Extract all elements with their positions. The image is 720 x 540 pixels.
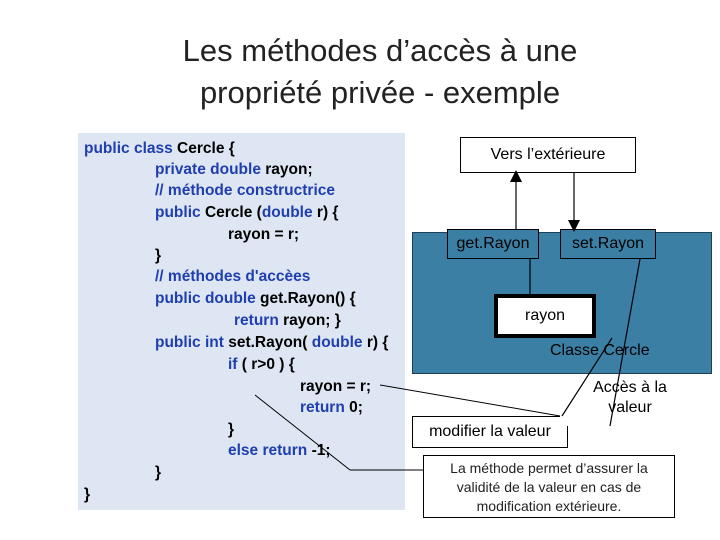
rayon-attribute-box: rayon [494, 294, 596, 338]
code-text: get.Rayon() { [255, 290, 356, 307]
access-label-line-1: Accès à la [593, 379, 667, 396]
get-rayon-box: get.Rayon [447, 229, 539, 259]
code-line-17: } [84, 486, 91, 503]
code-text: 0; [344, 399, 363, 416]
code-text: Cercle { [172, 140, 235, 157]
class-name-label: Classe Cercle [550, 342, 650, 359]
code-line-16: } [155, 464, 162, 481]
code-keyword: public [155, 204, 201, 221]
access-to-rayon-line [610, 259, 640, 426]
code-keyword: return [234, 312, 279, 329]
code-keyword: public double [155, 290, 256, 307]
code-keyword: double [261, 204, 313, 221]
code-keyword: public class [84, 140, 173, 157]
code-keyword: if [228, 356, 238, 373]
note-line-3: modification extérieure. [476, 498, 622, 514]
code-text: ( r>0 ) { [237, 356, 295, 373]
code-text: r) { [312, 204, 339, 221]
code-text: r) { [362, 334, 389, 351]
code-line-5: rayon = r; [228, 226, 300, 243]
note-line-2: validité de la valeur en cas de [456, 479, 642, 495]
code-text: Cercle ( [200, 204, 262, 221]
code-keyword: public int [155, 334, 224, 351]
modify-value-box: modifier la valeur [412, 416, 568, 448]
code-line-12: rayon = r; [300, 378, 372, 395]
code-line-3-comment: // méthode constructrice [155, 182, 336, 199]
exterior-box: Vers l’extérieure [460, 137, 636, 173]
code-line-6: } [155, 247, 162, 264]
note-line-1: La méthode permet d’assurer la [450, 460, 648, 476]
code-line-14: } [228, 421, 235, 438]
code-keyword: return [300, 399, 345, 416]
code-line-7-comment: // méthodes d'accèes [155, 268, 311, 285]
code-keyword: double [311, 334, 363, 351]
modify-to-rayon-line [562, 338, 612, 416]
code-text: -1; [307, 442, 331, 459]
note-pointer-line [255, 395, 350, 470]
code-text: rayon; [260, 161, 313, 178]
code-keyword: private double [155, 161, 261, 178]
code-text: rayon; } [278, 312, 341, 329]
set-rayon-box: set.Rayon [560, 229, 656, 259]
code-keyword: else return [228, 442, 308, 459]
title-line-2: propriété privée - exemple [199, 75, 561, 110]
code-text: set.Rayon( [223, 334, 312, 351]
title-line-1: Les méthodes d’accès à une [182, 33, 578, 68]
setter-pointer-line [380, 385, 560, 416]
access-label-line-2: valeur [608, 399, 652, 416]
